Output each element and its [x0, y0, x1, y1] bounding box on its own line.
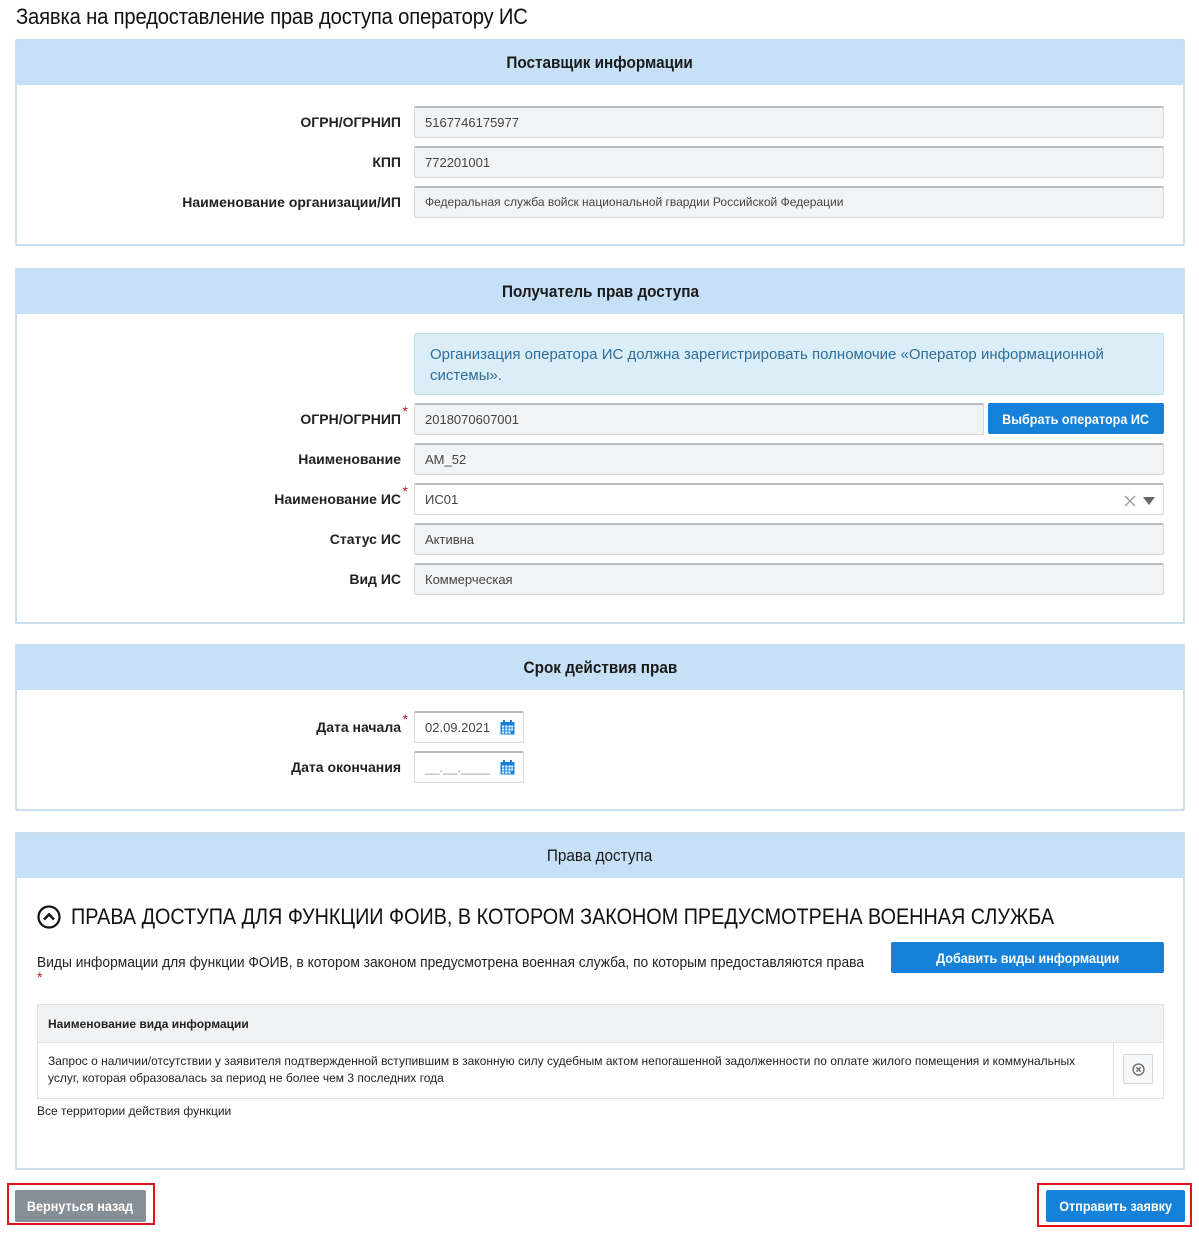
function-section-title: ПРАВА ДОСТУПА ДЛЯ ФУНКЦИИ ФОИВ, В КОТОРОМ ЗАКОНОМ ПРЕДУСМОТРЕНА ВОЕННАЯ СЛУЖБА — [71, 904, 1055, 929]
recipient-is-name-label: Наименование ИС * — [274, 483, 408, 507]
end-date-row — [17, 751, 1183, 783]
kinds-table — [37, 1004, 1164, 1099]
select-operator-button[interactable]: Выбрать оператора ИС — [988, 403, 1164, 434]
recipient-kind-row — [17, 563, 1183, 595]
supplier-panel — [15, 39, 1185, 246]
calendar-icon[interactable] — [500, 720, 515, 735]
recipient-status-label: Статус ИС — [329, 531, 401, 547]
recipient-status-row — [17, 523, 1183, 555]
supplier-name-row — [17, 186, 1183, 218]
recipient-panel-header: Получатель прав доступа — [17, 270, 1183, 314]
chevron-up-circle-icon[interactable] — [37, 905, 61, 929]
is-name-select[interactable] — [414, 483, 1164, 515]
supplier-kpp-label: КПП — [372, 154, 401, 170]
kinds-required-mark: * — [37, 969, 43, 985]
recipient-info-message: Организация оператора ИС должна зарегистрировать полномочие «Оператор информационной системы». — [414, 333, 1164, 395]
end-date-value: __.__.____ — [425, 760, 491, 775]
add-kinds-button[interactable]: Добавить виды информации — [891, 942, 1164, 973]
supplier-kpp-row — [17, 146, 1183, 178]
start-date-value: 02.09.2021 — [425, 720, 491, 735]
recipient-name-label: Наименование — [298, 451, 401, 467]
submit-button[interactable]: Отправить заявку — [1046, 1190, 1185, 1222]
table-action-cell — [1113, 1043, 1163, 1098]
is-name-selected-value: ИС01 — [425, 492, 459, 507]
recipient-is-name-row — [17, 483, 1183, 515]
end-date-input[interactable] — [414, 751, 524, 783]
start-date-input[interactable] — [414, 711, 524, 743]
kinds-label: Виды информации для функции ФОИВ, в котором законом предусмотрена военная служба, по которым предоставляются права — [37, 954, 865, 971]
start-date-row — [17, 711, 1183, 743]
validity-panel — [15, 644, 1185, 811]
recipient-name-field: АМ_52 — [414, 443, 1164, 475]
recipient-panel — [15, 268, 1185, 624]
recipient-ogrn-row — [17, 403, 1183, 435]
validity-panel-header: Срок действия прав — [17, 646, 1183, 690]
delete-row-button[interactable] — [1123, 1054, 1153, 1084]
start-date-label: Дата начала * — [316, 711, 408, 735]
table-header: Наименование вида информации — [38, 1005, 1163, 1043]
rights-panel-header: Права доступа — [17, 834, 1183, 878]
table-cell: Запрос о наличии/отсутствии у заявителя подтвержденной вступившим в законную силу судебным актом непогашенной задолженности по оплате жилого помещения и коммунальных услуг, которая образовалась за период не более чем 3 последних года — [48, 1054, 1076, 1085]
function-section-toggle[interactable] — [37, 904, 1163, 930]
recipient-kind-field: Коммерческая — [414, 563, 1164, 595]
supplier-panel-header: Поставщик информации — [17, 41, 1183, 85]
recipient-status-field: Активна — [414, 523, 1164, 555]
end-date-label: Дата окончания — [291, 759, 401, 775]
supplier-ogrn-label: ОГРН/ОГРНИП — [300, 114, 401, 130]
recipient-ogrn-label: ОГРН/ОГРНИП * — [300, 403, 408, 427]
remove-icon — [1132, 1063, 1145, 1076]
clear-icon[interactable] — [1123, 494, 1137, 508]
page-title: Заявка на предоставление прав доступа оператору ИС — [16, 4, 528, 29]
supplier-kpp-field: 772201001 — [414, 146, 1164, 178]
supplier-name-field: Федеральная служба войск национальной гвардии Российской Федерации — [414, 186, 1164, 218]
table-row — [38, 1043, 1163, 1098]
rights-panel — [15, 832, 1185, 1170]
territories-text: Все территории действия функции — [37, 1104, 232, 1118]
back-button[interactable]: Вернуться назад — [15, 1190, 146, 1222]
calendar-icon[interactable] — [500, 760, 515, 775]
recipient-ogrn-field: 2018070607001 — [414, 403, 984, 435]
recipient-name-row — [17, 443, 1183, 475]
supplier-ogrn-row — [17, 106, 1183, 138]
supplier-name-label: Наименование организации/ИП — [182, 194, 401, 210]
recipient-kind-label: Вид ИС — [349, 571, 401, 587]
chevron-down-icon[interactable] — [1143, 496, 1155, 506]
supplier-ogrn-field: 5167746175977 — [414, 106, 1164, 138]
